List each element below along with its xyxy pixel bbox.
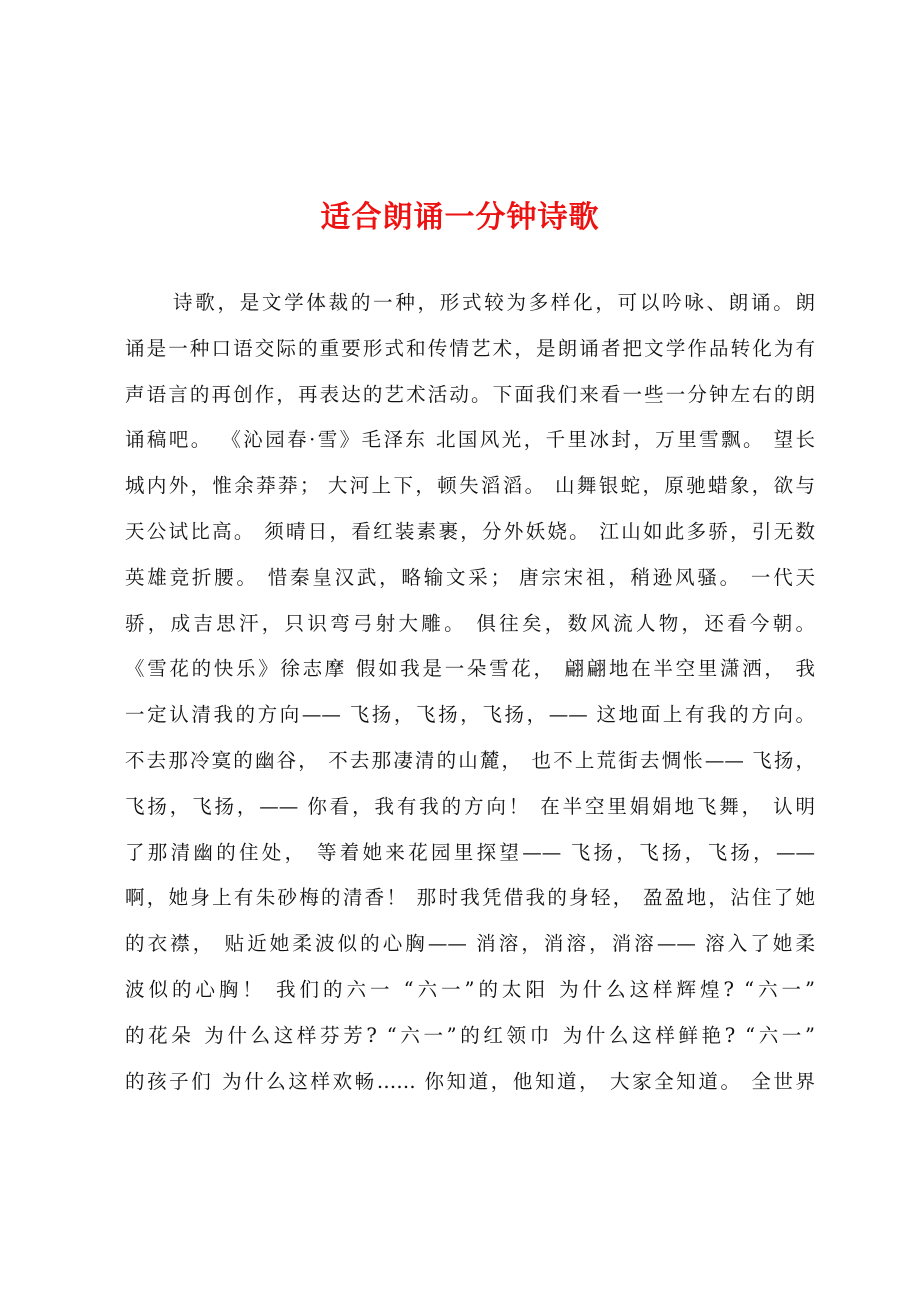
body-line: 了那清幽的住处， 等着她来花园里探望—— 飞扬，飞扬，飞扬，—— <box>125 840 815 864</box>
body-line: 不去那冷寞的幽谷， 不去那凄清的山麓， 也不上荒街去惆怅—— 飞扬， <box>125 748 815 772</box>
body-line: 诵是一种口语交际的重要形式和传情艺术，是朗诵者把文学作品转化为有 <box>125 336 815 360</box>
document-body <box>125 280 815 1104</box>
body-line: 《雪花的快乐》徐志摩 假如我是一朵雪花， 翩翩地在半空里潇洒， 我 <box>125 657 815 681</box>
body-line: 啊，她身上有朱砂梅的清香！ 那时我凭借我的身轻， 盈盈地，沾住了她 <box>125 886 815 910</box>
body-line: 波似的心胸！ 我们的六一 “六一”的太阳 为什么这样辉煌? “六一” <box>125 977 815 1001</box>
body-line: 诵稿吧。 《沁园春·雪》毛泽东 北国风光，千里冰封，万里雪飘。 望长 <box>125 428 815 452</box>
body-line: 的孩子们 为什么这样欢畅…… 你知道，他知道， 大家全知道。 全世界 <box>125 1069 815 1093</box>
document-title: 适合朗诵一分钟诗歌 <box>320 200 600 235</box>
body-line: 飞扬，飞扬，—— 你看，我有我的方向！ 在半空里娟娟地飞舞， 认明 <box>125 794 815 818</box>
body-line: 的衣襟， 贴近她柔波似的心胸—— 消溶，消溶，消溶—— 溶入了她柔 <box>125 932 815 956</box>
body-line: 英雄竞折腰。 惜秦皇汉武，略输文采； 唐宗宋祖，稍逊风骚。 一代天 <box>125 565 815 589</box>
body-line: 声语言的再创作，再表达的艺术活动。下面我们来看一些一分钟左右的朗 <box>125 382 815 406</box>
body-line: 城内外，惟余莽莽； 大河上下，顿失滔滔。 山舞银蛇，原驰蜡象，欲与 <box>125 474 815 498</box>
body-line: 骄，成吉思汗，只识弯弓射大雕。 俱往矣，数风流人物，还看今朝。 <box>125 611 815 635</box>
body-line: 一定认清我的方向—— 飞扬，飞扬，飞扬，—— 这地面上有我的方向。 <box>125 703 815 727</box>
body-line: 天公试比高。 须晴日，看红装素裹，分外妖娆。 江山如此多骄，引无数 <box>125 519 815 543</box>
body-line: 诗歌，是文学体裁的一种，形式较为多样化，可以吟咏、朗诵。朗 <box>173 291 815 314</box>
body-line: 的花朵 为什么这样芬芳? “六一”的红领巾 为什么这样鲜艳? “六一” <box>125 1023 815 1047</box>
